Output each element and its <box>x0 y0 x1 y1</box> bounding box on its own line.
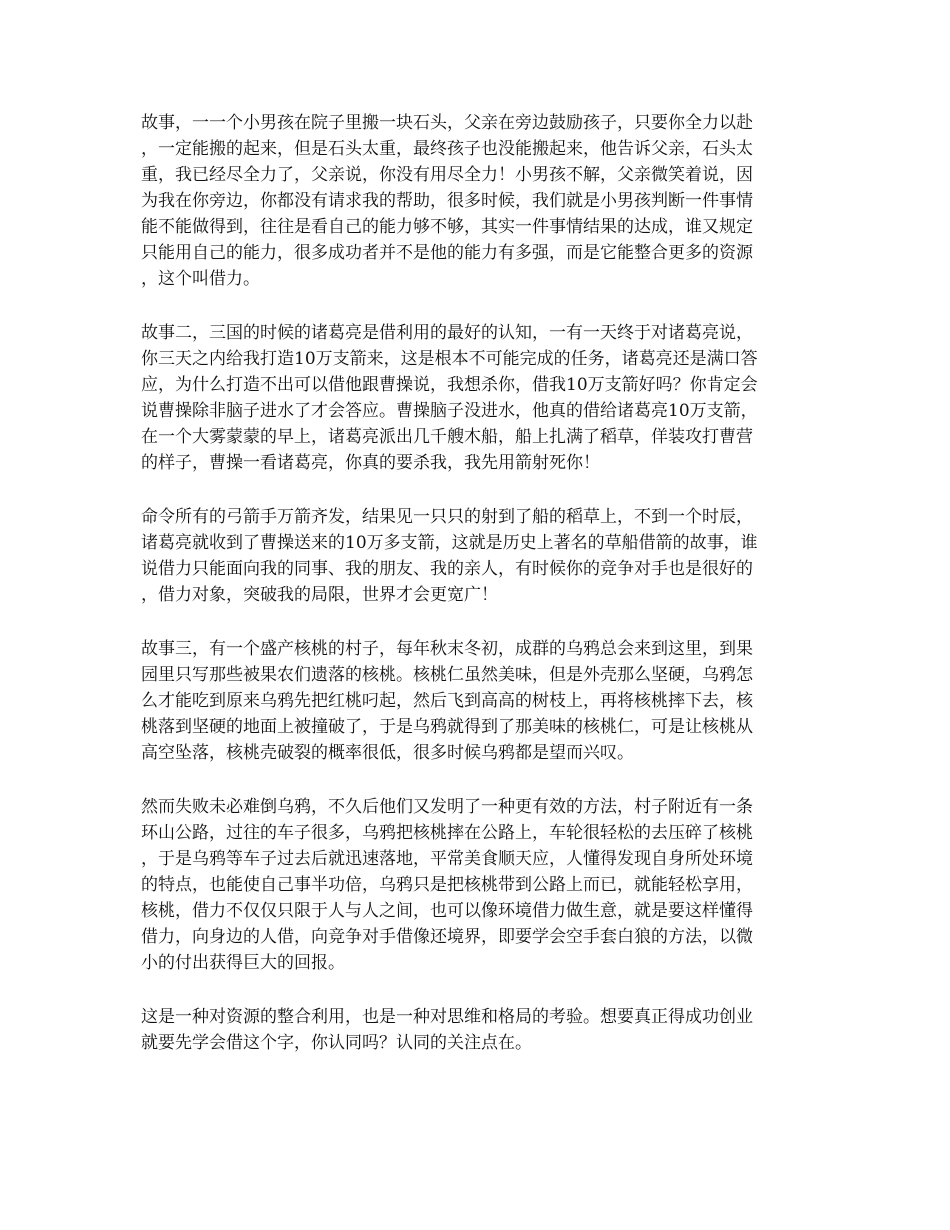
document-page <box>141 110 813 1084</box>
text-line: 应，为什么打造不出可以借他跟曹操说，我想杀你，借我10万支箭好吗？你肯定会 <box>141 375 758 395</box>
text-line: 这是一种对资源的整合利用，也是一种对思维和格局的考验。想要真正得成功创业 <box>141 1007 753 1027</box>
text-line: 园里只写那些被果农们遗落的核桃。核桃仁虽然美味，但是外壳那么坚硬，乌鸦怎 <box>141 665 753 685</box>
text-line: 只能用自己的能力，很多成功者并不是他的能力有多强，而是它能整合更多的资源 <box>141 243 753 263</box>
text-line: 么才能吃到原来乌鸦先把红桃叼起，然后飞到高高的树枝上，再将核桃摔下去，核 <box>141 691 753 711</box>
text-line: 为我在你旁边，你都没有请求我的帮助，很多时候，我们就是小男孩判断一件事情 <box>141 191 753 211</box>
text-line: 小的付出获得巨大的回报。 <box>141 953 345 973</box>
text-line: 故事三，有一个盛产核桃的村子，每年秋末冬初，成群的乌鸦总会来到这里，到果 <box>141 639 753 659</box>
paragraph-story-two <box>141 320 813 476</box>
paragraph-story-three <box>141 636 813 766</box>
text-line: 借力，向身边的人借，向竞争对手借像还境界，即要学会空手套白狼的方法，以微 <box>141 927 753 947</box>
text-line: 高空坠落，核桃壳破裂的概率很低，很多时候乌鸦都是望而兴叹。 <box>141 743 634 763</box>
text-line: 在一个大雾蒙蒙的早上，诸葛亮派出几千艘木船，船上扎满了稻草，佯装攻打曹营 <box>141 427 753 447</box>
text-line: 的特点，也能使自己事半功倍，乌鸦只是把核桃带到公路上而已，就能轻松享用， <box>141 875 753 895</box>
paragraph-story-one <box>141 110 813 292</box>
text-line: 环山公路，过往的车子很多，乌鸦把核桃摔在公路上，车轮很轻松的去压碎了核桃 <box>141 823 753 843</box>
text-line: 你三天之内给我打造10万支箭来，这是根本不可能完成的任务，诸葛亮还是满口答 <box>141 349 758 369</box>
text-line: 诸葛亮就收到了曹操送来的10万多支箭，这就是历史上著名的草船借箭的故事，谁 <box>141 533 758 553</box>
text-line: 重，我已经尽全力了，父亲说，你没有用尽全力！小男孩不解，父亲微笑着说，因 <box>141 165 753 185</box>
text-line: ，于是乌鸦等车子过去后就迅速落地，平常美食顺天应，人懂得发现自身所处环境 <box>141 849 753 869</box>
text-line: 故事，一一个小男孩在院子里搬一块石头，父亲在旁边鼓励孩子，只要你全力以赴 <box>141 113 753 133</box>
text-line: 的样子，曹操一看诸葛亮，你真的要杀我，我先用箭射死你！ <box>141 453 600 473</box>
paragraph-conclusion <box>141 1004 813 1056</box>
paragraph-story-three-continued <box>141 794 813 976</box>
paragraph-story-two-continued <box>141 504 813 608</box>
text-line: 然而失败未必难倒乌鸦，不久后他们又发明了一种更有效的方法，村子附近有一条 <box>141 797 753 817</box>
text-line: 说曹操除非脑子进水了才会答应。曹操脑子没进水，他真的借给诸葛亮10万支箭， <box>141 401 758 421</box>
text-line: 能不能做得到，往往是看自己的能力够不够，其实一件事情结果的达成，谁又规定 <box>141 217 753 237</box>
text-line: ，一定能搬的起来，但是石头太重，最终孩子也没能搬起来，他告诉父亲，石头太 <box>141 139 753 159</box>
text-line: 就要先学会借这个字，你认同吗？认同的关注点在。 <box>141 1033 532 1053</box>
text-line: 故事二，三国的时候的诸葛亮是借利用的最好的认知，一有一天终于对诸葛亮说， <box>141 323 753 343</box>
text-line: 核桃，借力不仅仅只限于人与人之间，也可以像环境借力做生意，就是要这样懂得 <box>141 901 753 921</box>
text-line: 桃落到坚硬的地面上被撞破了，于是乌鸦就得到了那美味的核桃仁，可是让核桃从 <box>141 717 753 737</box>
text-line: 命令所有的弓箭手万箭齐发，结果见一只只的射到了船的稻草上，不到一个时辰， <box>141 507 753 527</box>
text-line: 说借力只能面向我的同事、我的朋友、我的亲人，有时候你的竞争对手也是很好的 <box>141 559 753 579</box>
text-line: ，这个叫借力。 <box>141 269 260 289</box>
text-line: ，借力对象，突破我的局限，世界才会更宽广！ <box>141 585 498 605</box>
